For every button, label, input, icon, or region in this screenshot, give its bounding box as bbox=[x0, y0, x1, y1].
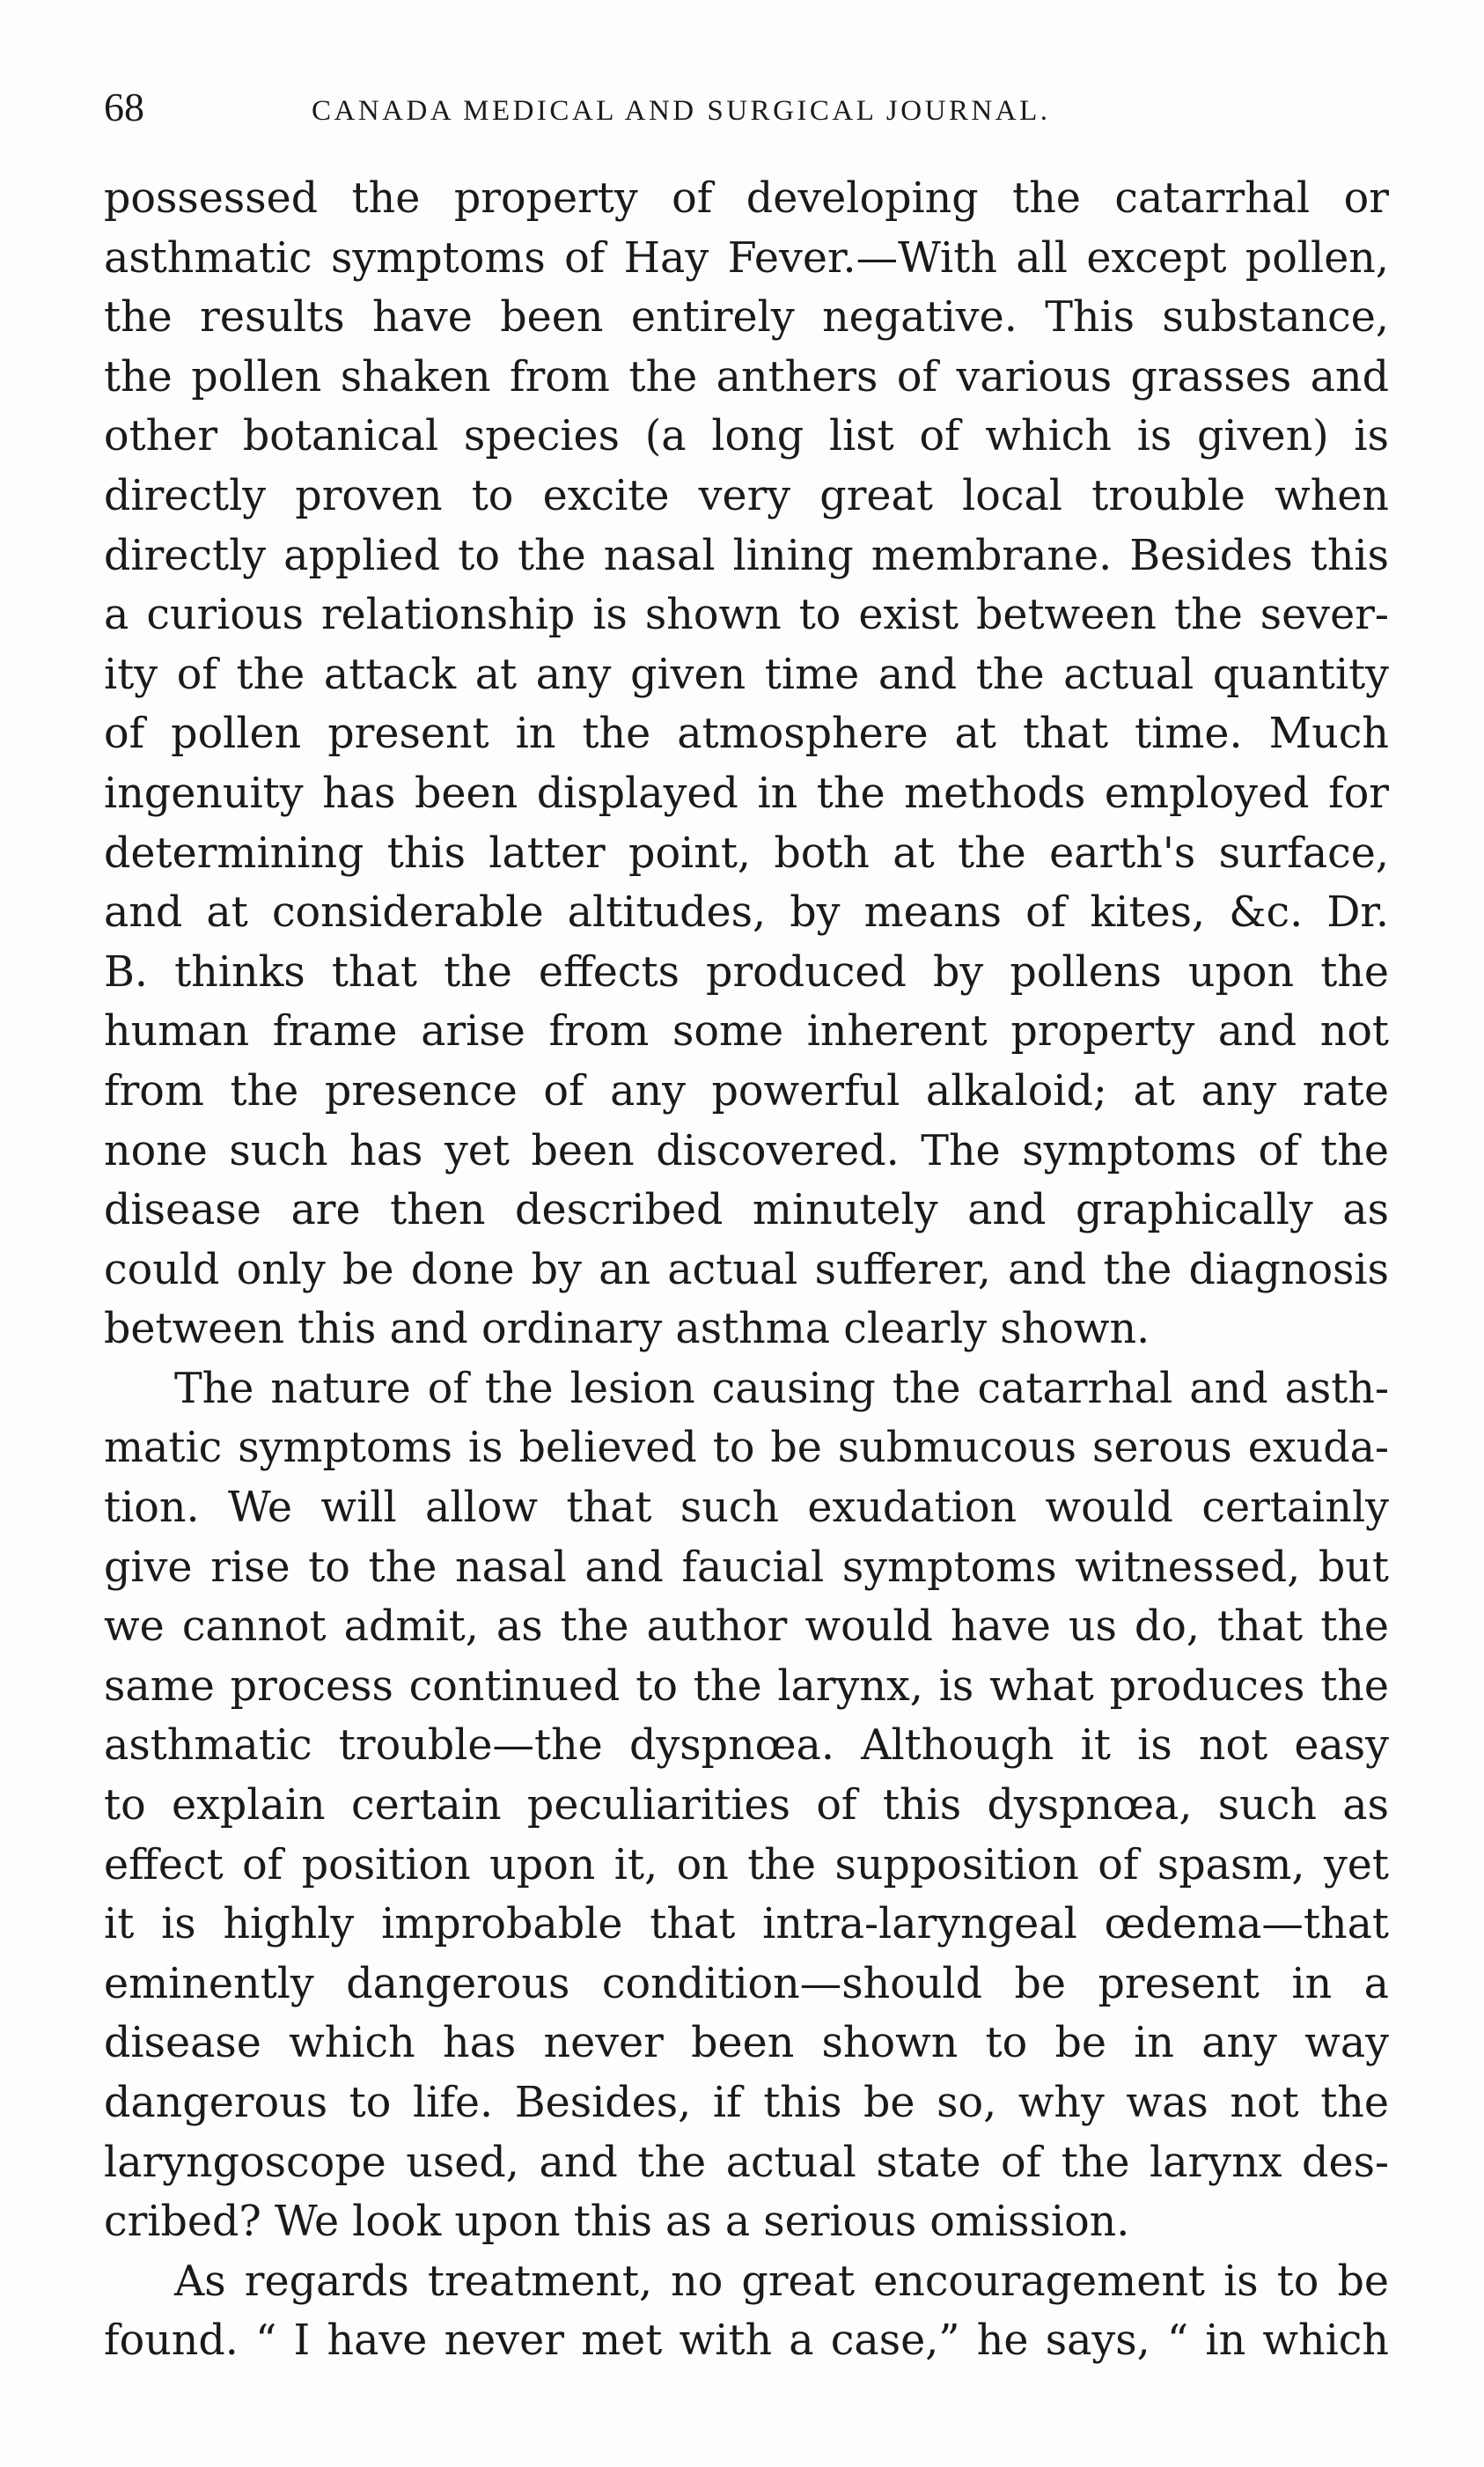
running-head bbox=[104, 81, 1389, 134]
article-body bbox=[104, 169, 1389, 2371]
text-line: cribed? We look upon this as a serious omission. bbox=[104, 2198, 1130, 2247]
text-line: dangerous to life. Besides, if this be so, why was not the bbox=[104, 2079, 1389, 2127]
text-line: determining this latter point, both at the earth's surface, bbox=[104, 828, 1389, 878]
text-line: and at considerable altitudes, by means of kites, &c. Dr. bbox=[104, 888, 1389, 938]
text-line: laryngoscope used, and the actual state of the larynx des- bbox=[104, 2138, 1389, 2187]
text-line: none such has yet been discovered. The symptoms of the bbox=[104, 1126, 1389, 1175]
text-line: As regards treatment, no great encouragement is to be bbox=[174, 2257, 1389, 2306]
text-line: the results have been entirely negative. This substance, bbox=[104, 293, 1389, 342]
text-line: it is highly improbable that intra-laryngeal œdema—that bbox=[104, 1900, 1389, 1949]
text-line: asthmatic trouble—the dyspnœa. Although it is not easy bbox=[104, 1721, 1389, 1771]
text-line: disease which has never been shown to be in any way bbox=[104, 2019, 1389, 2068]
text-line: of pollen present in the atmosphere at that time. Much bbox=[104, 710, 1389, 759]
text-line: The nature of the lesion causing the catarrhal and asth- bbox=[174, 1364, 1389, 1413]
text-line: the pollen shaken from the anthers of various grasses and bbox=[104, 352, 1389, 401]
text-line: tion. We will allow that such exudation would certainly bbox=[104, 1484, 1389, 1533]
paragraph-3 bbox=[104, 2252, 1389, 2371]
text-line: same process continued to the larynx, is what produces the bbox=[104, 1661, 1389, 1711]
text-line: directly applied to the nasal lining membrane. Besides this bbox=[104, 531, 1389, 580]
text-line: a curious relationship is shown to exist between the sever- bbox=[104, 591, 1389, 640]
text-line: from the presence of any powerful alkaloid; at any rate bbox=[104, 1066, 1389, 1116]
journal-title: CANADA MEDICAL AND SURGICAL JOURNAL. bbox=[312, 95, 1051, 127]
text-line: asthmatic symptoms of Hay Fever.—With all except pollen, bbox=[104, 233, 1389, 283]
text-line: directly proven to excite very great local trouble when bbox=[104, 471, 1389, 520]
text-line: human frame arise from some inherent property and not bbox=[104, 1007, 1389, 1057]
text-line: give rise to the nasal and faucial symptoms witnessed, but bbox=[104, 1543, 1389, 1592]
text-line: between this and ordinary asthma clearly shown. bbox=[104, 1305, 1150, 1354]
text-line: possessed the property of developing the catarrhal or bbox=[104, 174, 1389, 223]
paragraph-2 bbox=[104, 1359, 1389, 2252]
text-line: eminently dangerous condition—should be present in a bbox=[104, 1959, 1389, 2008]
text-line: matic symptoms is believed to be submucous serous exuda- bbox=[104, 1424, 1389, 1473]
text-line: effect of position upon it, on the supposition of spasm, yet bbox=[104, 1840, 1389, 1889]
paragraph-1 bbox=[104, 169, 1389, 1359]
text-line: we cannot admit, as the author would have us do, that the bbox=[104, 1602, 1389, 1652]
text-line: B. thinks that the effects produced by pollens upon the bbox=[104, 947, 1389, 997]
text-line: could only be done by an actual sufferer, and the diagnosis bbox=[104, 1245, 1389, 1294]
text-line: ingenuity has been displayed in the methods employed for bbox=[104, 769, 1389, 818]
text-line: ity of the attack at any given time and the actual quantity bbox=[104, 650, 1389, 699]
page-number: 68 bbox=[104, 85, 144, 129]
text-line: disease are then described minutely and graphically as bbox=[104, 1186, 1389, 1235]
text-line: other botanical species (a long list of which is given) is bbox=[104, 412, 1389, 461]
text-line: found. “ I have never met with a case,” he says, “ in which bbox=[104, 2316, 1389, 2366]
text-line: to explain certain peculiarities of this dyspnœa, such as bbox=[104, 1781, 1389, 1830]
